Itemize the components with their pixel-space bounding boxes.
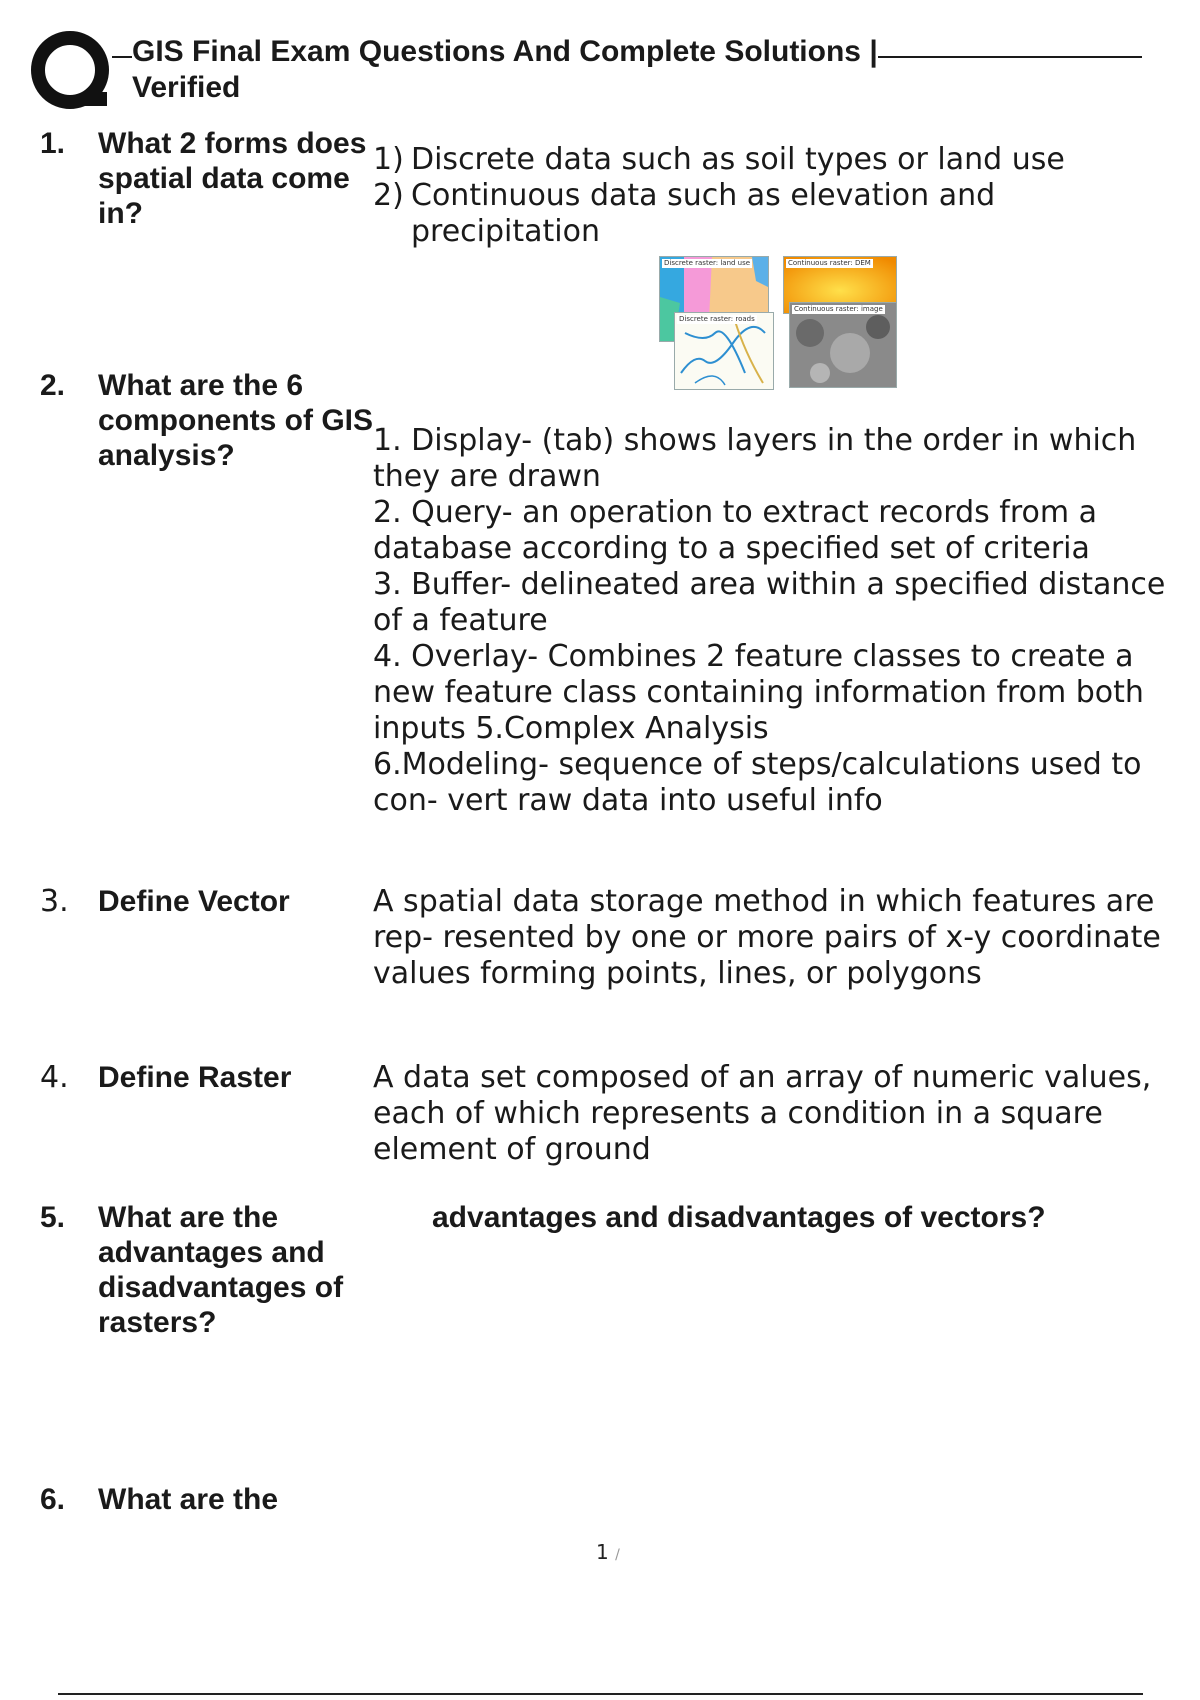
- answer-list: [373, 142, 1183, 250]
- figure-thumbnail: Continuous raster: DEM: [783, 256, 897, 314]
- question-text: What 2 forms does spatial data come in?: [98, 127, 367, 230]
- page-title: GIS Final Exam Questions And Complete Solutions | Verified: [132, 35, 878, 104]
- brand-logo-icon: [30, 30, 112, 112]
- list-item: 2) Continuous data such as elevation and precipitation: [373, 178, 996, 249]
- answer-text: A data set composed of an array of numeric values, each of which represents a condition in a square element of ground: [373, 1060, 1152, 1167]
- answer-text: 1. Display- (tab) shows layers in the order in which they are drawn 2. Query- an operation to extract records from a database according to a specified set of criteria 3. Buffer- delineated area within a specified distance of a feature 4. Overlay- Combines 2 feature classes to create a new feature class containing information from both inputs 5.Complex Analysis 6.Modeling- sequence of steps/calculations used to con- vert raw data into useful info: [373, 423, 1166, 818]
- question-number: 6.: [40, 1483, 66, 1516]
- question-number: 3.: [40, 884, 69, 919]
- answer-text: advantages and disadvantages of vectors?: [432, 1201, 1046, 1234]
- question-text: What are the 6 components of GIS analysis?: [98, 369, 374, 472]
- question-number: 4.: [40, 1060, 69, 1095]
- question-text: Define Raster: [98, 1061, 292, 1094]
- question-number: 5.: [40, 1201, 66, 1234]
- figure-thumbnail: Discrete raster: roads: [674, 312, 774, 390]
- figure-thumbnail: Continuous raster: image: [789, 302, 897, 388]
- figure-thumbnail: Discrete raster: land use: [659, 256, 769, 342]
- footer-rule: [58, 1693, 1143, 1695]
- question-number: 1.: [40, 127, 66, 160]
- question-text: Define Vector: [98, 885, 290, 918]
- answer-text: A spatial data storage method in which features are rep- resented by one or more pairs of x-y coordinate values forming points, lines, or polygons: [373, 884, 1161, 991]
- question-text: What are the advantages and disadvantages of rasters?: [98, 1201, 344, 1339]
- question-number: 2.: [40, 369, 66, 402]
- list-item: 1) Discrete data such as soil types or land use: [373, 142, 1065, 177]
- page-number: 1 /: [596, 1540, 620, 1564]
- question-text: What are the: [98, 1483, 279, 1516]
